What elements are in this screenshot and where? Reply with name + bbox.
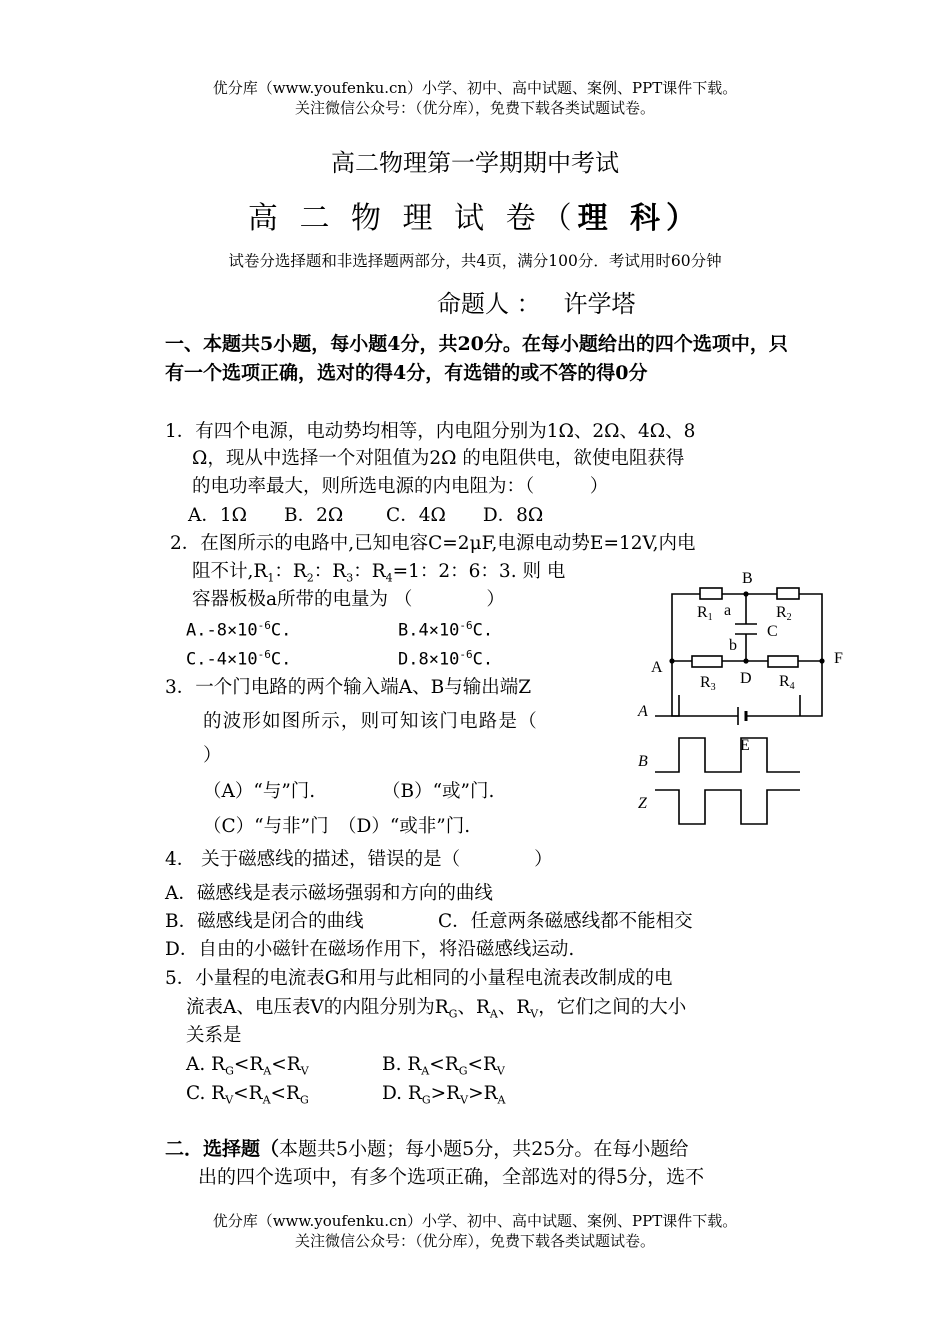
q5-option-a: A. $R_G<R_A<R_V$ (186, 1054, 309, 1078)
q3-line1: 3．一个门电路的两个输入端A、B与输出端Z (165, 677, 532, 698)
label-b: B (742, 570, 753, 587)
node-d (743, 658, 748, 663)
section1-heading: 一、本题共5小题，每小题4分，共20分。在每小题给出的四个选项中，只有一个选项正确，选对的得4分，有选错的或不答的得0分 (165, 333, 788, 384)
q5-option-b: B. $R_A<R_G<R_V$ (382, 1054, 505, 1078)
q1-line2: Ω，现从中选择一个对阻值为2Ω 的电阻供电，欲使电阻获得 (192, 448, 685, 469)
q3-line3: ） (203, 745, 222, 766)
node-f (819, 658, 824, 663)
wave-a (655, 695, 800, 716)
label-f: F (834, 650, 843, 667)
resistor-r4 (768, 656, 798, 667)
node-b (743, 591, 748, 596)
q5-line3: 关系是 (186, 1025, 242, 1046)
q4-option-c: C．任意两条磁感线都不能相交 (438, 911, 693, 932)
q2-line3: 容器板极a所带的电量为 （ ） (192, 589, 505, 610)
header-line-2: 关注微信公众号：（优分库），免费下载各类试题试卷。 (294, 99, 655, 117)
footer-line-2: 关注微信公众号：（优分库），免费下载各类试题试卷。 (294, 1232, 655, 1250)
q3-option-a: （A）“与”门. (203, 781, 316, 802)
section2-line1: 二．选择题（本题共5小题；每小题5分，共25分。在每小题给 (165, 1138, 689, 1160)
label-a-plate: a (724, 602, 732, 619)
q3-option-c: （C）“与非”门 (203, 816, 329, 837)
label-r4: R4 (779, 673, 795, 692)
label-e: E (740, 737, 750, 754)
wave-label-z: Z (638, 795, 647, 812)
q5-line2: 流表A、电压表V的内阻分别为$R_G$、$R_A$、$R_V$，它们之间的大小 (186, 997, 687, 1021)
wire-top-left (672, 594, 700, 661)
q4-option-d: D．自由的小磁针在磁场作用下，将沿磁感线运动. (165, 939, 575, 960)
q2-option-a: $A.-8\times 10^{-6}C$. (186, 619, 292, 641)
resistor-r1 (700, 588, 722, 599)
q3-option-d: （D）“或非”门. (338, 816, 471, 837)
label-r3: R3 (700, 674, 716, 693)
wave-label-b: B (638, 753, 648, 770)
q1-options: A．1Ω B．2Ω C．4Ω D．8Ω (188, 505, 544, 526)
wave-z (655, 790, 800, 824)
q2-option-c: $C.-4\times 10^{-6}C$. (186, 648, 292, 670)
q2-line1: 2．在图所示的电路中,已知电容C=2μF,电源电动势E=12V,内电 (170, 533, 696, 554)
q4-option-b: B．磁感线是闭合的曲线 (165, 911, 364, 932)
header-line-1: 优分库（www.youfenku.cn）小学、初中、高中试题、案例、PPT课件下载。 (212, 79, 738, 97)
waveform-diagram (630, 695, 810, 835)
q1-line3: 的电功率最大，则所选电源的内电阻为：（ ） (192, 476, 609, 497)
resistor-r3 (692, 656, 722, 667)
q5-option-c: C. $R_V<R_A<R_G$ (186, 1083, 309, 1107)
footer-line-1: 优分库（www.youfenku.cn）小学、初中、高中试题、案例、PPT课件下载。 (212, 1212, 738, 1230)
q5-option-d: D. $R_G>R_V>R_A$ (382, 1083, 506, 1107)
q2-option-b: $B.4\times 10^{-6}C$. (398, 619, 494, 641)
wave-label-a: A (638, 703, 648, 720)
author: 命题人 ： 许学塔 (437, 290, 636, 318)
resistor-r2 (777, 588, 799, 599)
node-a (669, 658, 674, 663)
label-r2: R2 (776, 604, 792, 623)
label-b-plate: b (729, 637, 737, 654)
label-a: A (651, 659, 663, 676)
section2-line2: 出的四个选项中，有多个选项正确，全部选对的得5分，选不 (198, 1166, 705, 1188)
label-r1: R1 (697, 604, 713, 623)
q2-option-d: $D.8\times 10^{-6}C$. (398, 648, 494, 670)
q4-option-a: A．磁感线是表示磁场强弱和方向的曲线 (165, 883, 493, 904)
q1-line1: 1．有四个电源，电动势均相等，内电阻分别为1Ω、2Ω、4Ω、8 (165, 421, 696, 442)
q3-line2: 的波形如图所示，则可知该门电路是（ (203, 711, 538, 732)
exam-info: 试卷分选择题和非选择题两部分，共4页，满分100分．考试用时60分钟 (228, 252, 722, 270)
wire-top-right (799, 594, 822, 661)
exam-subtitle: 高 二 物 理 试 卷（理 科） (247, 201, 703, 236)
q3-option-b: （B）“或”门. (382, 781, 495, 802)
q4-line1: 4． 关于磁感线的描述，错误的是（ ） (165, 849, 553, 870)
label-c: C (767, 623, 778, 640)
label-d: D (740, 670, 752, 687)
wave-b (655, 738, 800, 772)
q5-line1: 5．小量程的电流表G和用与此相同的小量程电流表改制成的电 (165, 968, 673, 989)
q2-line2: 阻不计$,R_1$：$R_2$：$R_3$：$R_4=1$：2：6：3. 则 电 (192, 561, 566, 585)
exam-title: 高二物理第一学期期中考试 (331, 149, 619, 177)
